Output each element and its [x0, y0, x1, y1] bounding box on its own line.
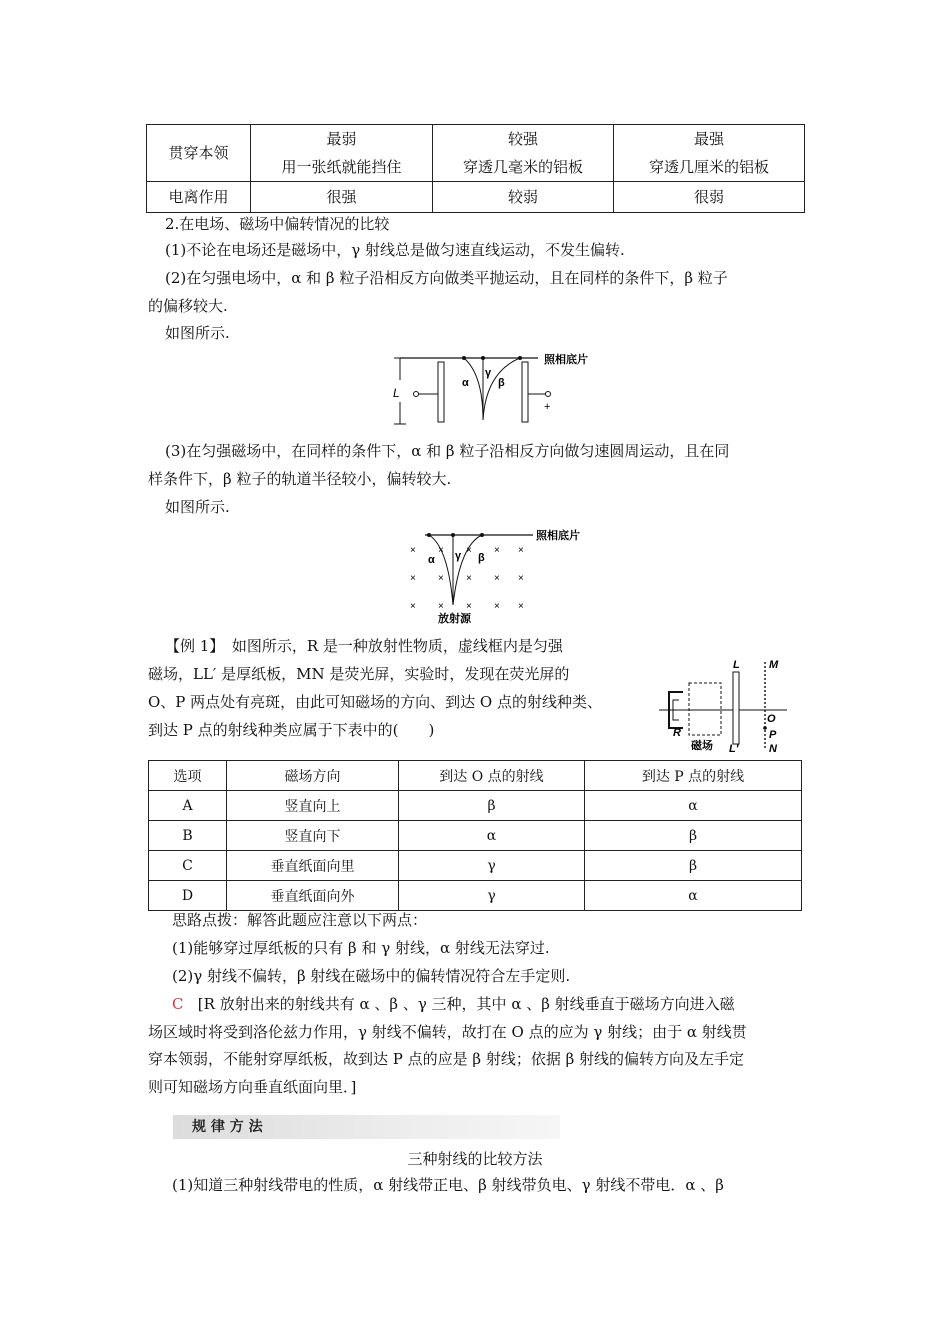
field-direction: 竖直向下 [227, 821, 399, 851]
field-cross: × [494, 573, 500, 584]
cell-text: 很弱 [614, 182, 805, 213]
ray-at-o: β [399, 791, 585, 821]
method-banner-label: 规 律 方 法 [192, 1119, 263, 1135]
hint-item: (1)能够穿过厚纸板的只有 β 和 γ 射线，α 射线无法穿过. [172, 939, 550, 957]
paragraph: (1)不论在电场还是磁场中，γ 射线总是做匀速直线运动，不发生偏转. [165, 241, 625, 259]
example-text: 如图所示，R 是一种放射性物质，虚线框内是匀强 [231, 637, 563, 655]
method-text: (1)知道三种射线带电的性质，α 射线带正电、β 射线带负电、γ 射线不带电．α 、β [172, 1176, 724, 1194]
option-letter: D [149, 881, 227, 911]
beta-label: β [478, 552, 485, 564]
option-letter: A [149, 791, 227, 821]
option-letter: C [149, 851, 227, 881]
table-row [149, 791, 802, 821]
paragraph: (3)在匀强磁场中，在同样的条件下，α 和 β 粒子沿相反方向做匀速圆周运动，且在同 [165, 442, 730, 460]
source-r-label: R [673, 727, 681, 739]
point-p-label: P [769, 729, 777, 741]
field-cross: × [438, 601, 444, 612]
table-row [149, 851, 802, 881]
example-text: 到达 P 点的射线种类应属于下表中的( ) [148, 721, 435, 739]
screen-top-label: M [769, 659, 779, 671]
field-cross: × [494, 601, 500, 612]
column-header: 到达 O 点的射线 [399, 761, 585, 791]
hint-title: 思路点拨：解答此题应注意以下两点： [172, 911, 428, 929]
cell-text: 穿透几毫米的铝板 [462, 158, 583, 176]
column-header: 选项 [149, 761, 227, 791]
plus-terminal-label: + [544, 401, 551, 413]
table-row [147, 182, 805, 213]
method-banner [173, 1115, 560, 1139]
field-cross: × [466, 601, 472, 612]
ray-at-p: α [585, 791, 802, 821]
answer-text: 场区域时将受到洛伦兹力作用，γ 射线不偏转，故打在 O 点的应为 γ 射线；由于 α 射线贯 [148, 1023, 747, 1041]
board-bottom-label: L′ [729, 743, 739, 755]
answer-text: 穿本领弱，不能射穿厚纸板，故到达 P 点的应是 β 射线；依据 β 射线的偏转方向及左手定 [148, 1050, 745, 1068]
film-label: 照相底片 [536, 530, 580, 542]
ray-at-p: β [585, 821, 802, 851]
field-cross: × [518, 545, 524, 556]
field-cross: × [438, 545, 444, 556]
cell-text: 较强 [507, 130, 538, 148]
ray-at-o: α [399, 821, 585, 851]
field-cross: × [410, 573, 416, 584]
figure-caption: 如图所示. [165, 324, 230, 342]
field-cross: × [518, 573, 524, 584]
hint-item: (2)γ 射线不偏转，β 射线在磁场中的偏转情况符合左手定则. [172, 967, 571, 985]
properties-table [146, 124, 805, 213]
answer-letter: C [172, 995, 184, 1013]
row-label: 贯穿本领 [147, 125, 251, 182]
screen-bottom-label: N [769, 743, 777, 755]
cell-text: 很强 [251, 182, 433, 213]
table-row [149, 881, 802, 911]
cell-text: 用一张纸就能挡住 [281, 158, 402, 176]
alpha-label: α [428, 554, 435, 566]
figure-caption: 如图所示. [165, 498, 230, 516]
field-cross: × [410, 601, 416, 612]
ray-at-o: γ [399, 881, 585, 911]
gamma-label: γ [485, 367, 492, 379]
ray-at-o: γ [399, 851, 585, 881]
method-title: 三种射线的比较方法 [407, 1150, 543, 1168]
field-cross: × [466, 545, 472, 556]
board-top-label: L [733, 659, 740, 671]
field-cross: × [518, 601, 524, 612]
table-row [149, 821, 802, 851]
cell-text: 最强 [693, 130, 724, 148]
ray-at-p: α [585, 881, 802, 911]
electric-field-figure [388, 350, 608, 430]
paragraph: 的偏移较大. [148, 297, 228, 315]
ray-at-p: β [585, 851, 802, 881]
length-label: L [393, 386, 400, 400]
cell-text: 穿透几厘米的铝板 [648, 158, 769, 176]
field-cross: × [410, 545, 416, 556]
field-cross: × [438, 573, 444, 584]
field-cross: × [466, 573, 472, 584]
column-header: 到达 P 点的射线 [585, 761, 802, 791]
magnetic-field-figure [400, 525, 600, 625]
field-direction: 垂直纸面向里 [227, 851, 399, 881]
section-heading: 2.在电场、磁场中偏转情况的比较 [165, 215, 390, 233]
field-direction: 垂直纸面向外 [227, 881, 399, 911]
cell-text: 较弱 [433, 182, 614, 213]
example-text: 磁场，LL′ 是厚纸板，MN 是荧光屏，实验时，发现在荧光屏的 [148, 665, 570, 683]
cell-text: 最弱 [326, 130, 357, 148]
beta-label: β [498, 377, 505, 389]
point-o-label: O [767, 713, 776, 725]
table-row [147, 125, 805, 182]
options-table [148, 760, 802, 911]
field-direction: 竖直向上 [227, 791, 399, 821]
example-tag: 【例 1】 [165, 637, 217, 655]
answer-text: [R 放射出来的射线共有 α 、β 、γ 三种，其中 α 、β 射线垂直于磁场方向进入磁 [197, 995, 735, 1013]
example-text: O、P 两点处有亮斑，由此可知磁场的方向、到达 O 点的射线种类、 [148, 693, 602, 711]
option-letter: B [149, 821, 227, 851]
alpha-label: α [462, 377, 469, 389]
field-label: 磁场 [691, 740, 713, 752]
paragraph: (2)在匀强电场中，α 和 β 粒子沿相反方向做类平抛运动，且在同样的条件下，β 粒子 [165, 269, 728, 287]
table-header-row [149, 761, 802, 791]
experiment-setup-figure [655, 656, 805, 756]
row-label: 电离作用 [147, 182, 251, 213]
paragraph: 样条件下，β 粒子的轨道半径较小，偏转较大. [148, 470, 452, 488]
source-label: 放射源 [438, 613, 471, 625]
field-cross: × [494, 545, 500, 556]
column-header: 磁场方向 [227, 761, 399, 791]
gamma-label: γ [455, 550, 462, 562]
answer-text: 则可知磁场方向垂直纸面向里．] [148, 1078, 357, 1096]
film-label: 照相底片 [544, 354, 588, 366]
